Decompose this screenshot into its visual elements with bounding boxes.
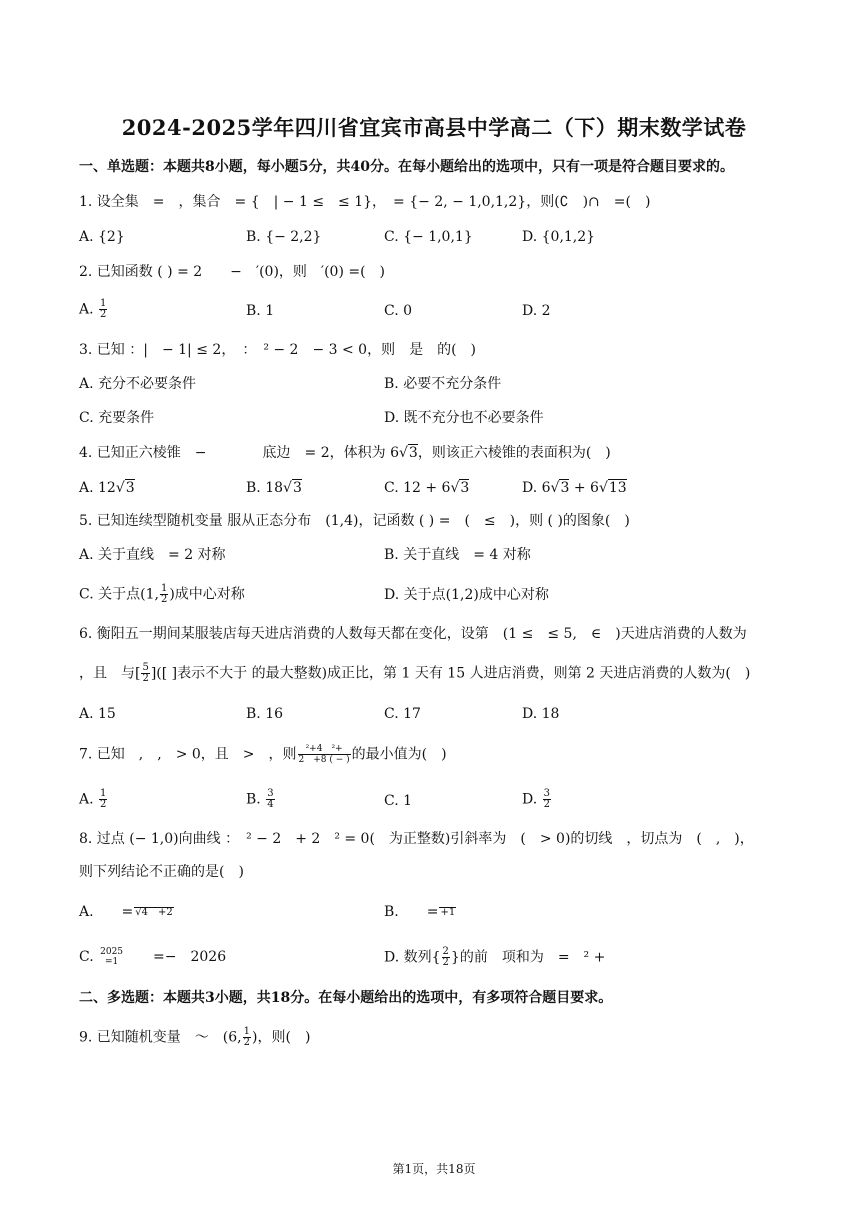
question-6-option-a: A. 15 [79,706,116,722]
question-5-option-a: A. 关于直线 = 2 对称 [79,547,226,563]
sqrt-symbol: √ [450,480,460,496]
question-2-stem: 2. 已知函数 ( ) = 2 − ′(0)，则 ′(0) =( ) [79,264,386,280]
sqrt-radicand: 3 [460,480,470,496]
question-3-option-d: D. 既不充分也不必要条件 [384,410,544,426]
question-6-option-b: B. 16 [246,706,284,722]
question-4-option-a [79,478,135,498]
question-6-stem-line-1: 6. 衡阳五一期间某服装店每天进店消费的人数每天都在变化，设第 (1 ≤ ≤ 5, ∈ )天进店消费的人数为 [79,626,747,642]
question-6-option-c: C. 17 [384,706,421,722]
sqrt-radicand: 3 [560,480,570,496]
question-4-stem [79,443,611,463]
option-label: B. [246,791,266,808]
question-3-option-b: B. 必要不充分条件 [384,376,502,392]
question-2-option-c: C. 0 [384,303,413,319]
question-1-stem: 1. 设全集 = ，集合 = { | − 1 ≤ ≤ 1}， = {− 2, − 1,0,1,2}，则(∁ )∩ =( ) [79,194,651,210]
fraction-denominator: √4 +2 [135,906,173,918]
question-4-option-c [384,478,469,498]
sqrt-radicand: 3 [292,480,302,496]
fraction [141,663,149,684]
section-heading-multi-choice: 二、多选题：本题共3小题，共18分。在每小题给出的选项中，有多项符合题目要求。 [79,990,613,1006]
option-text: A. = [79,904,134,920]
fraction-numerator: 1 [243,1026,251,1037]
question-6-stem-line-2 [79,663,750,684]
question-3-stem: 3. 已知 ：| − 1| ≤ 2， ： ² − 2 − 3 < 0，则 是 的( ) [79,342,477,358]
option-text: A. 12 [79,480,116,496]
page-footer: 第1页，共18页 [392,1162,476,1176]
question-5-option-c [79,584,245,605]
question-4-option-b [246,478,302,498]
fraction-numerator: 3 [267,788,274,799]
option-text: D. 数列{ [384,949,441,966]
option-text: B. 18 [246,480,284,496]
fraction [160,584,168,605]
question-7-option-b [246,789,276,810]
fraction-denominator: 2 [243,1037,251,1048]
sqrt-radicand: 3 [408,445,418,461]
option-text: D. 6 [522,480,551,496]
question-7-stem [79,744,447,765]
question-8-option-a [79,902,175,922]
question-3-option-a: A. 充分不必要条件 [79,376,197,392]
option-text: B. = [384,904,439,920]
stem-text: 9. 已知随机变量 ～ (6, [79,1029,242,1046]
stem-text: )，则( ) [252,1029,311,1046]
fraction-numerator: 5 [142,662,149,673]
stem-text: 的最小值为( ) [351,746,447,763]
fraction-denominator: 2 [442,957,449,968]
fraction-denominator: 2 [160,594,168,605]
question-7-option-c: C. 1 [384,793,413,809]
stem-text: 7. 已知 , , > 0，且 > ，则 [79,746,297,763]
fraction [134,907,173,918]
question-5-option-d: D. 关于点(1,2)成中心对称 [384,587,549,603]
question-2-option-d: D. 2 [522,303,551,319]
fraction [543,789,551,810]
fraction-numerator: 1 [160,583,168,594]
question-9-stem [79,1027,310,1048]
fraction [99,299,107,320]
question-2-option-a [79,299,108,320]
fraction [266,789,274,810]
fraction [442,947,450,968]
option-text: C. [79,949,94,965]
question-8-option-d [384,947,605,968]
fraction-denominator: 2 [100,799,107,810]
fraction-denominator: 4 [267,799,274,810]
fraction [99,789,107,810]
fraction-numerator: 1 [100,788,107,799]
fraction [243,1027,251,1048]
question-3-option-c: C. 充要条件 [79,410,155,426]
option-text: + 6 [569,480,599,496]
sqrt-radicand: 3 [125,480,135,496]
question-1-option-c: C. {− 1,0,1} [384,229,473,245]
question-5-option-b: B. 关于直线 = 4 对称 [384,547,531,563]
fraction [439,907,456,918]
fraction-numerator: 2 [442,946,449,957]
question-5-stem: 5. 已知连续型随机变量 服从正态分布 (1,4)，记函数 ( ) = ( ≤ )，则 ( )的图象( ) [79,513,630,529]
stem-text: ，则该正六棱锥的表面积为( ) [417,445,611,461]
exam-title: 2024-2025学年四川省宜宾市高县中学高二（下）期末数学试卷 [121,115,747,140]
question-2-option-b: B. 1 [246,303,275,319]
section-heading-single-choice: 一、单选题：本题共8小题，每小题5分，共40分。在每小题给出的选项中，只有一项是符合题目要求的。 [79,159,734,175]
option-label: A. [79,791,99,808]
fraction-numerator: 1 [100,298,107,309]
option-text: C. 12 + 6 [384,480,451,496]
question-8-option-b [384,902,457,922]
question-8-stem-line-1: 8. 过点 (− 1,0)向曲线 ： ² − 2 + 2 ² = 0( 为正整数)引斜率为 ( > 0)的切线 ，切点为 ( , )， [79,831,754,847]
stem-text: 4. 已知正六棱锥 − 底边 = 2，体积为 6 [79,445,399,461]
fraction [298,744,351,765]
sqrt-symbol: √ [115,480,125,496]
fraction-denominator: 2 [543,799,551,810]
question-8-stem-line-2: 则下列结论不正确的是( ) [79,864,244,880]
stem-text: ]([ ]表示不大于 的最大整数)成正比，第 1 天有 15 人进店消费，则第 2 天进店消费的人数为( ) [150,665,751,682]
sqrt-symbol: √ [598,480,608,496]
option-text: C. 关于点(1, [79,586,159,603]
question-1-option-a: A. {2} [79,229,125,245]
option-text: }的前 项和为 = ² + [450,949,606,966]
question-7-option-d [522,789,552,810]
option-text: )成中心对称 [169,586,245,603]
summation-lower-bound: =1 [104,957,119,967]
sqrt-symbol: √ [550,480,560,496]
option-label: D. [522,791,542,808]
fraction-denominator: 2 [100,309,107,320]
question-1-option-d: D. {0,1,2} [522,229,596,245]
question-1-option-b: B. {− 2,2} [246,229,322,245]
question-6-option-d: D. 18 [522,706,560,722]
summation-upper-bound: 2025 [100,947,124,957]
question-4-option-d [522,478,627,498]
sqrt-symbol: √ [283,480,292,496]
sqrt-symbol: √ [398,445,408,461]
option-text: =− 2026 [125,949,227,965]
summation-bounds [99,947,124,967]
fraction-numerator: ²+4 ²+ [298,744,351,755]
question-8-option-c [79,947,226,967]
option-label: A. [79,301,99,318]
sqrt-radicand: 13 [608,480,627,496]
fraction-numerator: 3 [543,788,551,799]
question-7-option-a [79,789,108,810]
fraction-denominator: 2 +8 ( − ) [298,755,350,765]
fraction-denominator: 2 [142,673,149,684]
fraction-denominator: +1 [440,906,456,918]
stem-text: ，且 与[ [79,665,141,682]
